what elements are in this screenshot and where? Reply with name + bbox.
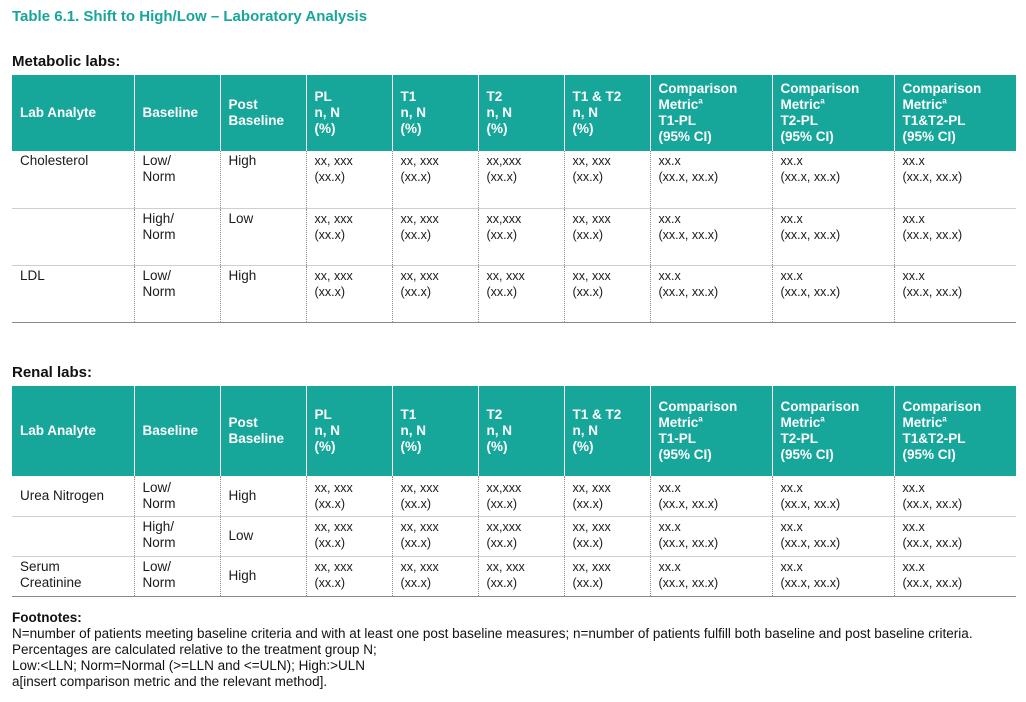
cell-line: xx, xxx [314, 559, 353, 574]
cell-line: (xx.x) [572, 535, 604, 550]
cell-t1 [392, 208, 478, 265]
header-comparison-t2-pl [772, 386, 894, 476]
header-line: n, N [314, 423, 340, 438]
cell-lab-analyte [12, 151, 134, 208]
cell-line: xx, xxx [572, 268, 611, 283]
cell-pl [306, 476, 392, 516]
table-row [12, 516, 1016, 556]
cell-line: xx, xxx [400, 154, 439, 168]
header-line: Comparison [902, 81, 982, 96]
header-line: Comparison [902, 399, 982, 414]
cell-line: High/ [142, 518, 175, 534]
cell-line: xx.x [658, 519, 681, 534]
cell-line: xx, xxx [486, 268, 525, 283]
cell-line: xx.x [780, 519, 803, 534]
cell-line: (xx.x, xx.x) [658, 227, 719, 242]
cell-line: xx, xxx [400, 559, 439, 574]
cell-line: (xx.x, xx.x) [780, 227, 841, 242]
cell-line: xx, xxx [572, 481, 611, 495]
cell-pl [306, 556, 392, 596]
header-line: (95% CI) [902, 129, 956, 144]
footnote-marker: a [820, 96, 825, 106]
header-t1 [392, 75, 478, 151]
cell-line: (xx.x, xx.x) [780, 535, 841, 550]
cell-line: xx.x [780, 481, 803, 495]
cell-line: xx.x [780, 268, 803, 283]
cell-comparison-t1-pl [650, 556, 772, 596]
cell-line: (xx.x) [400, 284, 432, 299]
cell-line: (xx.x) [400, 170, 432, 184]
cell-comparison-t1t2-pl [894, 151, 1016, 208]
cell-line: xx, xxx [572, 154, 611, 168]
cell-post-baseline [220, 516, 306, 556]
cell-t1-t2 [564, 151, 650, 208]
cell-line: Low/ [142, 480, 172, 495]
cell-baseline [134, 151, 220, 208]
header-line: T2-PL [780, 113, 819, 128]
header-line: Metric$^a$ [658, 414, 703, 430]
footnote-marker: a [942, 96, 947, 106]
header-line: T1-PL [658, 431, 697, 446]
header-line: (%) [486, 121, 508, 136]
header-line: (%) [400, 439, 422, 454]
section-heading-metabolic: Metabolic labs: [12, 53, 121, 70]
cell-line: Norm [142, 226, 176, 242]
cell-line: (xx.x, xx.x) [658, 575, 719, 590]
cell-line: xx, xxx [400, 211, 439, 226]
header-line: PL [314, 89, 332, 104]
cell-line: xx, xxx [314, 519, 353, 534]
cell-post-baseline [220, 476, 306, 516]
header-line: n, N [400, 423, 426, 438]
cell-line: xx, xxx [314, 268, 353, 283]
header-line: Metric$^a$ [902, 96, 947, 112]
table-header-row [12, 386, 1016, 476]
cell-t1 [392, 516, 478, 556]
cell-line: xx, xxx [486, 559, 525, 574]
cell-line: (xx.x) [400, 535, 432, 550]
header-line: Comparison [658, 81, 738, 96]
cell-t1-t2 [564, 476, 650, 516]
header-comparison-t1t2-pl [894, 386, 1016, 476]
cell-comparison-t2-pl [772, 516, 894, 556]
header-line: T2-PL [780, 431, 819, 446]
cell-line: xx, xxx [314, 481, 353, 495]
footnote-line: N=number of patients meeting baseline criteria and with at least one post baseline measures; n=number of patients fulfill both baseline and post baseline criteria. Percentages are calculated relative to the treatment group N; [12, 626, 973, 657]
cell-line: xx, xxx [314, 211, 353, 226]
header-line: (95% CI) [902, 447, 956, 462]
footnotes [12, 610, 1012, 690]
cell-comparison-t1-pl [650, 208, 772, 265]
header-post-baseline [220, 75, 306, 151]
footnote-line: Low:<LLN; Norm=Normal (>=LLN and <=ULN); High:>ULN [12, 658, 366, 673]
cell-line: (xx.x) [486, 170, 518, 184]
header-line: Lab Analyte [20, 423, 97, 438]
cell-t1-t2 [564, 208, 650, 265]
cell-line: xx.x [780, 559, 803, 574]
cell-line: Low/ [142, 267, 172, 283]
cell-line: Norm [142, 169, 176, 184]
cell-line: Low [228, 528, 254, 543]
header-line: n, N [314, 105, 340, 120]
cell-comparison-t1-pl [650, 516, 772, 556]
header-line: Post [228, 415, 258, 430]
cell-line: Low/ [142, 153, 172, 168]
cell-t1 [392, 151, 478, 208]
header-line: Baseline [142, 423, 199, 438]
header-line: Baseline [228, 431, 285, 446]
cell-line: xx, xxx [400, 268, 439, 283]
cell-lab-analyte [12, 556, 134, 596]
cell-line: (xx.x) [314, 227, 346, 242]
cell-line: xx, xxx [572, 519, 611, 534]
table-title: Table 6.1. Shift to High/Low – Laboratory Analysis [12, 8, 368, 25]
cell-line: (xx.x) [314, 497, 346, 511]
cell-t1 [392, 476, 478, 516]
footnote-marker: a [942, 414, 947, 424]
header-line: T2 [486, 89, 503, 104]
cell-t2 [478, 208, 564, 265]
header-comparison-t1t2-pl [894, 75, 1016, 151]
renal-labs-table [12, 386, 1016, 597]
cell-line: xx.x [658, 559, 681, 574]
header-line: n, N [572, 105, 598, 120]
header-lab-analyte [12, 386, 134, 476]
cell-comparison-t2-pl [772, 265, 894, 322]
cell-line: xx,xxx [486, 481, 522, 495]
cell-comparison-t1-pl [650, 476, 772, 516]
cell-line: (xx.x, xx.x) [902, 227, 963, 242]
cell-comparison-t1-pl [650, 265, 772, 322]
cell-line: xx.x [780, 211, 803, 226]
cell-line: High [228, 153, 257, 168]
table-row [12, 208, 1016, 265]
cell-baseline [134, 208, 220, 265]
cell-comparison-t1-pl [650, 151, 772, 208]
table-row [12, 265, 1016, 322]
table-header-row [12, 75, 1016, 151]
cell-comparison-t1t2-pl [894, 265, 1016, 322]
cell-lab-analyte [12, 516, 134, 556]
header-t1 [392, 386, 478, 476]
cell-line: xx.x [902, 268, 925, 283]
header-line: (%) [572, 439, 594, 454]
cell-line: Norm [142, 574, 176, 590]
cell-comparison-t1t2-pl [894, 476, 1016, 516]
cell-line: (xx.x) [314, 170, 346, 184]
header-line: T1-PL [658, 113, 697, 128]
cell-line: xx, xxx [572, 211, 611, 226]
cell-baseline [134, 265, 220, 322]
header-line: Post [228, 97, 258, 112]
header-baseline [134, 386, 220, 476]
cell-line: (xx.x) [486, 535, 518, 550]
cell-line: Creatinine [20, 574, 82, 590]
header-line: (95% CI) [780, 129, 834, 144]
header-comparison-t1-pl [650, 386, 772, 476]
cell-line: Urea Nitrogen [20, 487, 105, 503]
footnotes-title: Footnotes: [12, 610, 82, 625]
cell-t1 [392, 265, 478, 322]
cell-line: (xx.x, xx.x) [780, 170, 841, 184]
cell-line: xx,xxx [486, 211, 522, 226]
header-line: (%) [486, 439, 508, 454]
header-line: Metric$^a$ [780, 414, 825, 430]
header-line: PL [314, 407, 332, 422]
header-post-baseline [220, 386, 306, 476]
footnote-marker: a [820, 414, 825, 424]
cell-post-baseline [220, 151, 306, 208]
cell-line: xx.x [658, 481, 681, 495]
cell-line: xx.x [902, 154, 925, 168]
cell-line: (xx.x, xx.x) [902, 575, 963, 590]
header-t2 [478, 386, 564, 476]
header-t2 [478, 75, 564, 151]
cell-pl [306, 265, 392, 322]
cell-t1 [392, 556, 478, 596]
cell-line: xx, xxx [400, 519, 439, 534]
header-line: T1 [400, 407, 417, 422]
header-line: Comparison [780, 81, 860, 96]
header-line: n, N [400, 105, 426, 120]
header-line: (95% CI) [780, 447, 834, 462]
header-line: (95% CI) [658, 129, 712, 144]
cell-line: (xx.x, xx.x) [902, 284, 963, 299]
cell-line: (xx.x, xx.x) [658, 535, 719, 550]
cell-line: (xx.x) [486, 497, 518, 511]
header-line: n, N [486, 423, 512, 438]
cell-line: Low/ [142, 558, 172, 574]
cell-line: High/ [142, 210, 175, 226]
header-lab-analyte [12, 75, 134, 151]
cell-line: (xx.x) [572, 170, 604, 184]
header-t1-t2 [564, 75, 650, 151]
header-line: T2 [486, 407, 503, 422]
cell-line: (xx.x, xx.x) [902, 170, 963, 184]
cell-t2 [478, 265, 564, 322]
cell-line: xx.x [902, 211, 925, 226]
cell-baseline [134, 516, 220, 556]
cell-line: xx.x [902, 519, 925, 534]
cell-line: (xx.x, xx.x) [658, 497, 719, 511]
header-line: (%) [314, 121, 336, 136]
cell-line: Norm [142, 496, 176, 511]
cell-line: xx,xxx [486, 154, 522, 168]
cell-line: Norm [142, 534, 176, 550]
cell-post-baseline [220, 208, 306, 265]
cell-line: Serum [20, 558, 60, 574]
cell-line: (xx.x) [486, 575, 518, 590]
cell-pl [306, 208, 392, 265]
header-line: (95% CI) [658, 447, 712, 462]
cell-baseline [134, 476, 220, 516]
header-baseline [134, 75, 220, 151]
cell-comparison-t2-pl [772, 151, 894, 208]
header-line: (%) [572, 121, 594, 136]
cell-line: (xx.x) [572, 575, 604, 590]
cell-post-baseline [220, 265, 306, 322]
cell-line: xx.x [658, 268, 681, 283]
cell-line: (xx.x) [314, 284, 346, 299]
section-heading-renal: Renal labs: [12, 364, 93, 381]
cell-line: (xx.x) [572, 227, 604, 242]
cell-lab-analyte [12, 265, 134, 322]
cell-line: xx.x [658, 154, 681, 168]
header-line: Comparison [658, 399, 738, 414]
cell-post-baseline [220, 556, 306, 596]
header-line: T1&T2-PL [902, 431, 966, 446]
cell-line: xx, xxx [400, 481, 439, 495]
footnote-line: a[insert comparison metric and the relevant method]. [12, 674, 328, 689]
cell-line: (xx.x, xx.x) [902, 535, 963, 550]
cell-baseline [134, 556, 220, 596]
cell-line: xx, xxx [314, 154, 353, 168]
header-pl [306, 386, 392, 476]
header-line: T1 [400, 89, 417, 104]
footnote-marker: a [698, 96, 703, 106]
header-line: (%) [400, 121, 422, 136]
header-comparison-t1-pl [650, 75, 772, 151]
cell-line: (xx.x) [400, 227, 432, 242]
cell-line: High [228, 487, 257, 503]
table-row [12, 151, 1016, 208]
cell-t1-t2 [564, 556, 650, 596]
header-line: T1 & T2 [572, 89, 622, 104]
cell-lab-analyte [12, 476, 134, 516]
header-line: Lab Analyte [20, 105, 97, 120]
cell-line: Norm [142, 283, 176, 299]
cell-line: xx.x [780, 154, 803, 168]
cell-line: xx, xxx [572, 559, 611, 574]
cell-line: (xx.x) [572, 284, 604, 299]
cell-line: (xx.x, xx.x) [658, 284, 719, 299]
cell-comparison-t1t2-pl [894, 208, 1016, 265]
header-line: Metric$^a$ [902, 414, 947, 430]
cell-line: (xx.x, xx.x) [902, 497, 963, 511]
cell-line: Cholesterol [20, 153, 89, 168]
cell-line: (xx.x) [400, 497, 432, 511]
header-line: Metric$^a$ [780, 96, 825, 112]
cell-line: (xx.x) [486, 284, 518, 299]
header-comparison-t2-pl [772, 75, 894, 151]
table-row [12, 476, 1016, 516]
cell-line: High [228, 568, 257, 583]
cell-line: (xx.x, xx.x) [658, 170, 719, 184]
cell-comparison-t1t2-pl [894, 556, 1016, 596]
header-line: Metric$^a$ [658, 96, 703, 112]
cell-line: (xx.x) [572, 497, 604, 511]
cell-t2 [478, 556, 564, 596]
cell-line: (xx.x) [400, 575, 432, 590]
header-line: n, N [486, 105, 512, 120]
cell-line: LDL [20, 267, 45, 283]
header-line: n, N [572, 423, 598, 438]
header-line: (%) [314, 439, 336, 454]
header-line: Baseline [142, 105, 199, 120]
cell-pl [306, 516, 392, 556]
cell-line: (xx.x, xx.x) [780, 497, 841, 511]
cell-t2 [478, 151, 564, 208]
header-t1-t2 [564, 386, 650, 476]
cell-line: (xx.x, xx.x) [780, 284, 841, 299]
header-line: Comparison [780, 399, 860, 414]
cell-t1-t2 [564, 516, 650, 556]
header-line: T1 & T2 [572, 407, 622, 422]
cell-line: Low [228, 210, 254, 226]
cell-comparison-t2-pl [772, 556, 894, 596]
cell-comparison-t2-pl [772, 208, 894, 265]
cell-line: xx.x [658, 211, 681, 226]
table-row [12, 556, 1016, 596]
header-line: Baseline [228, 113, 285, 128]
metabolic-labs-table [12, 75, 1016, 323]
cell-line: High [228, 267, 257, 283]
header-pl [306, 75, 392, 151]
cell-line: xx,xxx [486, 519, 522, 534]
cell-t1-t2 [564, 265, 650, 322]
cell-line: (xx.x, xx.x) [780, 575, 841, 590]
cell-pl [306, 151, 392, 208]
cell-line: (xx.x) [314, 575, 346, 590]
cell-line: (xx.x) [314, 535, 346, 550]
cell-lab-analyte [12, 208, 134, 265]
cell-line: xx.x [902, 559, 925, 574]
cell-line: (xx.x) [486, 227, 518, 242]
cell-comparison-t2-pl [772, 476, 894, 516]
header-line: T1&T2-PL [902, 113, 966, 128]
cell-t2 [478, 516, 564, 556]
cell-t2 [478, 476, 564, 516]
cell-comparison-t1t2-pl [894, 516, 1016, 556]
cell-line: xx.x [902, 481, 925, 495]
footnote-marker: a [698, 414, 703, 424]
